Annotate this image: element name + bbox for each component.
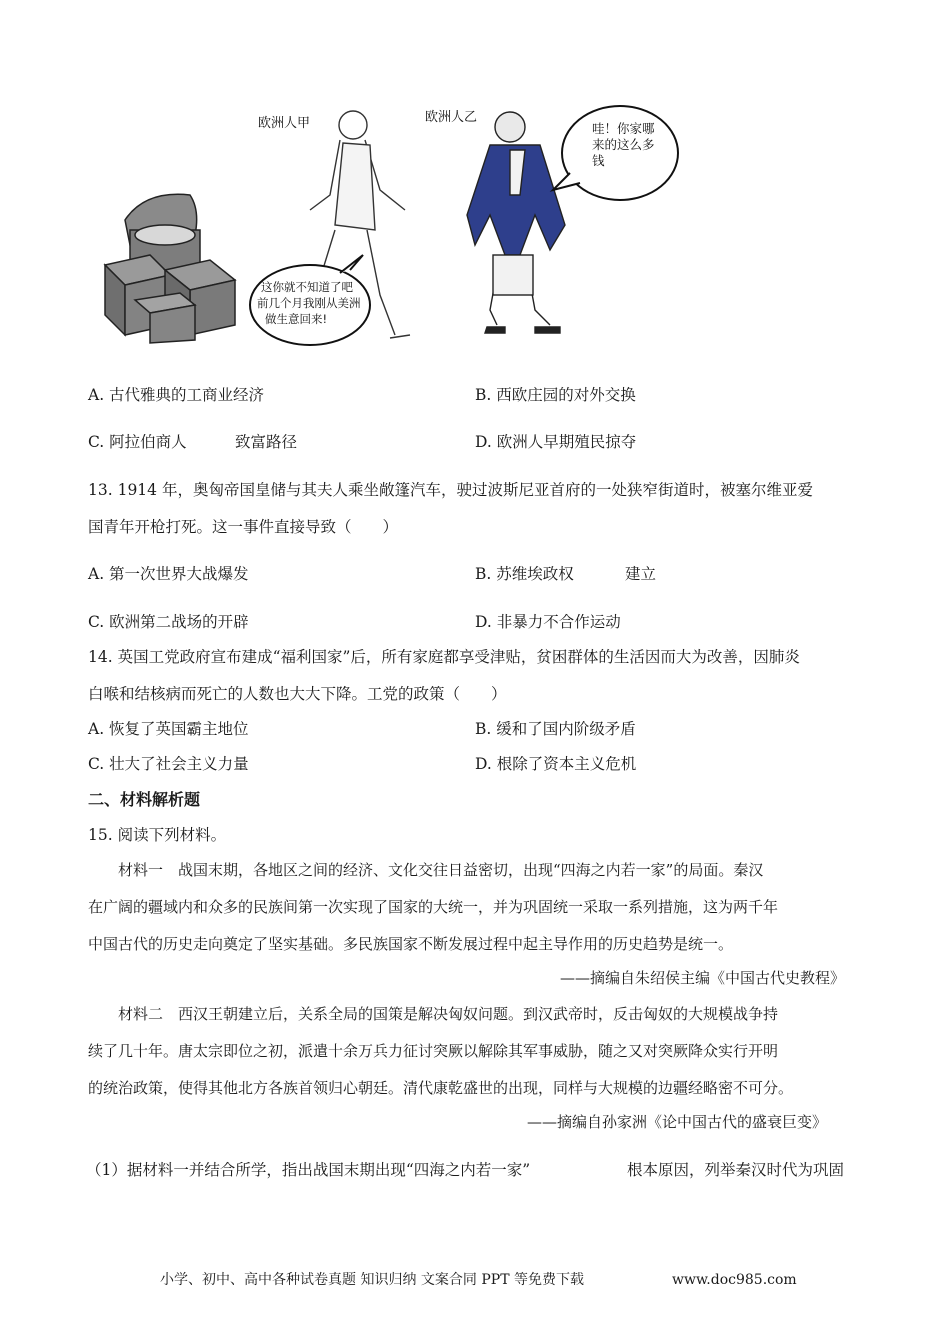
q14-option-b: B. 缓和了国内阶级矛盾 [475, 720, 636, 738]
q12-option-c: C. 阿拉伯商人 [88, 433, 187, 451]
q13-option-d: D. 非暴力不合作运动 [475, 613, 621, 631]
speech-bubble-a [250, 255, 370, 345]
cartoon-illustration [95, 95, 715, 350]
footer-text: 小学、初中、高中各种试卷真题 知识归纳 文案合同 PPT 等免费下载 [160, 1272, 584, 1288]
material1-source: ——摘编自朱绍侯主编《中国古代史教程》 [560, 969, 846, 987]
q13-stem-line2: 国青年开枪打死。这一事件直接导致（ ） [88, 518, 399, 536]
q14-option-d: D. 根除了资本主义危机 [475, 755, 637, 773]
q13-stem-line1: 13. 1914 年，奥匈帝国皇储与其夫人乘坐敞篷汽车，驶过波斯尼亚首府的一处狭窄街道时，被塞尔维亚爱 [88, 481, 813, 499]
material2-line1: 材料二 西汉王朝建立后，关系全局的国策是解决匈奴问题。到汉武帝时，反击匈奴的大规模战争持 [118, 1005, 779, 1023]
material1-line3: 中国古代的历史走向奠定了坚实基础。多民族国家不断发展过程中起主导作用的历史趋势是统一。 [88, 935, 734, 953]
q12-option-c-cont: 致富路径 [235, 433, 298, 451]
material2-line2: 续了几十年。唐太宗即位之初，派遣十余万兵力征讨突厥以解除其军事威胁，随之又对突厥降众实行开明 [88, 1042, 779, 1060]
speech-bubble-b [553, 106, 678, 200]
q12-option-a: A. 古代雅典的工商业经济 [88, 386, 265, 404]
svg-text:做生意回来!: 做生意回来! [265, 312, 328, 326]
material1-line2: 在广阔的疆域内和众多的民族间第一次实现了国家的大统一，并为巩固统一采取一系列措施，这为两千年 [88, 898, 779, 916]
section-title: 二、材料解析题 [88, 790, 201, 809]
q13-option-c: C. 欧洲第二战场的开辟 [88, 613, 249, 631]
q14-option-c: C. 壮大了社会主义力量 [88, 755, 249, 773]
material2-line3: 的统治政策，使得其他北方各族首领归心朝廷。清代康乾盛世的出现，同样与大规模的边疆经略密不可分。 [88, 1079, 794, 1097]
svg-text:钱: 钱 [592, 153, 605, 168]
treasure-chest-icon [105, 194, 235, 343]
material2-source: ——摘编自孙家洲《论中国古代的盛衰巨变》 [527, 1113, 828, 1131]
q13-option-b-cont: 建立 [625, 565, 657, 583]
material1-line1: 材料一 战国末期，各地区之间的经济、文化交往日益密切，出现“四海之内若一家”的局面。秦汉 [118, 861, 764, 879]
q12-option-b: B. 西欧庄园的对外交换 [475, 386, 636, 404]
svg-text:来的这么多: 来的这么多 [592, 137, 655, 152]
q14-stem-line2: 白喉和结核病而死亡的人数也大大下降。工党的政策（ ） [88, 685, 507, 703]
q14-option-a: A. 恢复了英国霸主地位 [88, 720, 249, 738]
q15-question1-cont: 根本原因，列举秦汉时代为巩固 [627, 1161, 845, 1179]
svg-text:哇！你家哪: 哇！你家哪 [592, 121, 655, 136]
svg-text:前几个月我刚从美洲: 前几个月我刚从美洲 [257, 296, 361, 310]
european-b-figure [467, 112, 565, 333]
q12-option-d: D. 欧洲人早期殖民掠夺 [475, 433, 637, 451]
label-european-a: 欧洲人甲 [258, 116, 311, 131]
q15-question1: （1）据材料一并结合所学，指出战国末期出现“四海之内若一家” [86, 1161, 531, 1179]
svg-text:这你就不知道了吧: 这你就不知道了吧 [261, 280, 353, 294]
label-european-b: 欧洲人乙 [425, 110, 478, 125]
q13-option-b: B. 苏维埃政权 [475, 565, 574, 583]
footer-link[interactable]: www.doc985.com [672, 1272, 797, 1288]
q15-intro: 15. 阅读下列材料。 [88, 826, 227, 844]
q14-stem-line1: 14. 英国工党政府宣布建成“福利国家”后，所有家庭都享受津贴，贫困群体的生活因而大为改善，因肺炎 [88, 648, 800, 666]
q13-option-a: A. 第一次世界大战爆发 [88, 565, 249, 583]
